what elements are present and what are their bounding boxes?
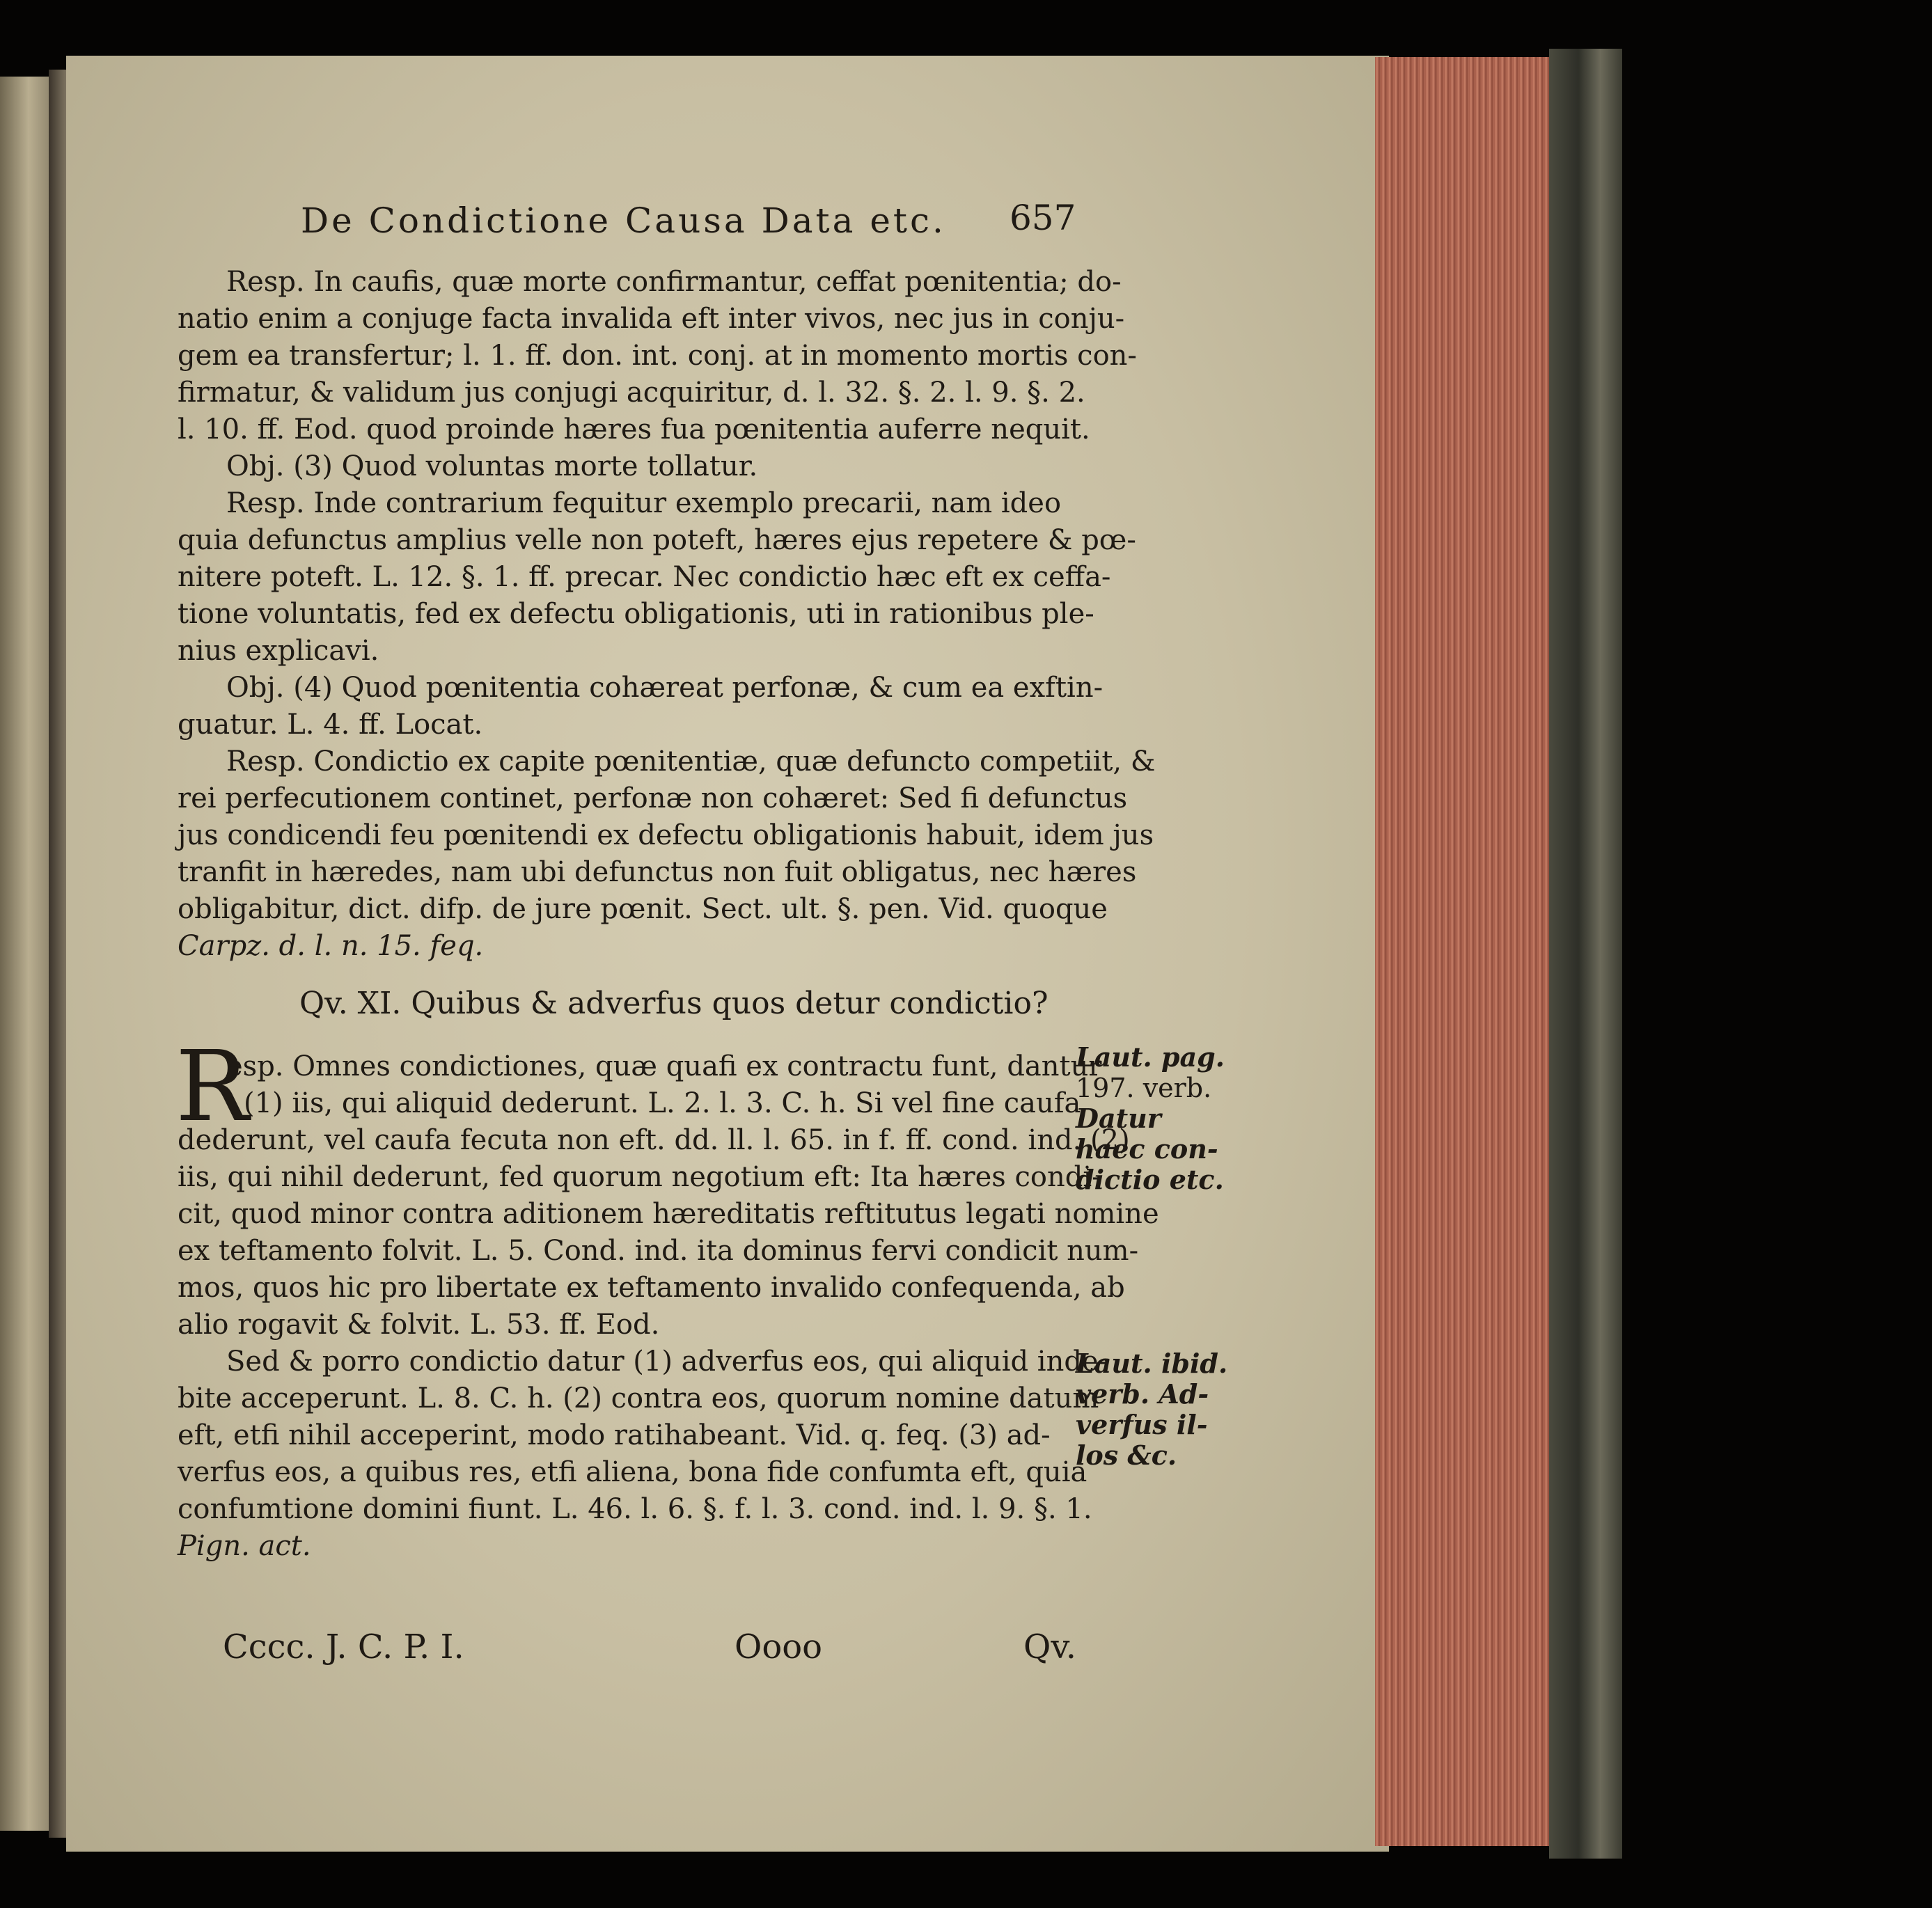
text-line: l. 10. ff. Eod. quod proinde hæres fua pœnitentia auferre nequit. <box>178 413 1090 446</box>
gathering-mark: Oooo <box>735 1627 823 1666</box>
text-line: jus condicendi feu pœnitendi ex defectu obligationis habuit, idem jus <box>178 819 1154 851</box>
running-header: De Condictione Causa Data etc. <box>301 200 946 241</box>
margin-note-line: Datur <box>1076 1103 1161 1134</box>
margin-note-line: haec con- <box>1076 1133 1218 1165</box>
text-line: (1) iis, qui aliquid dederunt. L. 2. l. 3. C. h. Si vel fine caufa <box>244 1087 1081 1119</box>
text-line: natio enim a conjuge facta invalida eft inter vivos, nec jus in conju- <box>178 303 1125 335</box>
margin-note-line: verfus il- <box>1076 1409 1208 1440</box>
text-line: tione voluntatis, fed ex defectu obligationis, uti in rationibus ple- <box>178 598 1094 630</box>
text-line: Pign. act. <box>178 1530 311 1562</box>
text-line: guatur. L. 4. ff. Locat. <box>178 709 483 741</box>
signature-mark: Cccc. J. C. P. I. <box>223 1627 464 1666</box>
drop-cap: R <box>175 1030 249 1144</box>
margin-note-line: dictio etc. <box>1076 1164 1224 1195</box>
text-line: Obj. (4) Quod pœnitentia cohæreat perfonæ, & cum ea exftin- <box>226 672 1104 704</box>
text-line: quia defunctus amplius velle non poteft, hæres ejus repetere & pœ- <box>178 524 1136 556</box>
page-block-edge <box>1375 57 1556 1846</box>
text-line: Carpz. d. l. n. 15. feq. <box>178 930 484 962</box>
book-cover-edge <box>1549 49 1622 1859</box>
text-line: alio rogavit & folvit. L. 53. ff. Eod. <box>178 1309 660 1341</box>
text-line: confumtione domini fiunt. L. 46. l. 6. §. f. l. 3. cond. ind. l. 9. §. 1. <box>178 1493 1092 1525</box>
text-line: firmatur, & validum jus conjugi acquiritur, d. l. 32. §. 2. l. 9. §. 2. <box>178 377 1085 409</box>
text-line: esp. Omnes condictiones, quæ quafi ex contractu funt, dantur <box>226 1050 1102 1082</box>
facing-page-edge <box>0 77 52 1831</box>
text-line: rei perfecutionem continet, perfonæ non cohæret: Sed fi defunctus <box>178 782 1128 814</box>
text-line: nius explicavi. <box>178 635 379 667</box>
text-line: dederunt, vel caufa fecuta non eft. dd. ll. l. 65. in f. ff. cond. ind. (2) <box>178 1124 1130 1156</box>
margin-note-line: Laut. pag. <box>1076 1041 1225 1073</box>
margin-note-line: verb. Ad- <box>1076 1378 1209 1410</box>
text-line: gem ea transfertur; l. 1. ff. don. int. conj. at in momento mortis con- <box>178 340 1137 372</box>
text-line: Resp. Inde contrarium fequitur exemplo precarii, nam ideo <box>226 487 1062 519</box>
text-line: ex teftamento folvit. L. 5. Cond. ind. ita dominus fervi condicit num- <box>178 1235 1139 1267</box>
text-line: verfus eos, a quibus res, etfi aliena, bona fide confumta eft, quia <box>178 1456 1087 1488</box>
text-line: Obj. (3) Quod voluntas morte tollatur. <box>226 450 758 482</box>
text-line: tranfit in hæredes, nam ubi defunctus non fuit obligatus, nec hæres <box>178 856 1137 888</box>
text-line: Resp. Condictio ex capite pœnitentiæ, quæ defuncto competiit, & <box>226 746 1156 778</box>
text-line: obligabitur, dict. difp. de jure pœnit. Sect. ult. §. pen. Vid. quoque <box>178 893 1108 925</box>
text-line: mos, quos hic pro libertate ex teftamento invalido confequenda, ab <box>178 1272 1125 1304</box>
text-line: nitere poteft. L. 12. §. 1. ff. precar. Nec condictio hæc eft ex ceffa- <box>178 561 1111 593</box>
text-line: Resp. In caufis, quæ morte confirmantur, ceffat pœnitentia; do- <box>226 266 1122 298</box>
text-line: iis, qui nihil dederunt, fed quorum negotium eft: Ita hæres condi- <box>178 1161 1101 1193</box>
text-line: cit, quod minor contra aditionem hæreditatis reftitutus legati nomine <box>178 1198 1159 1230</box>
question-heading: Qv. XI. Quibus & adverfus quos detur condictio? <box>299 986 1049 1021</box>
text-line: eft, etfi nihil acceperint, modo ratihabeant. Vid. q. feq. (3) ad- <box>178 1419 1051 1451</box>
page-number: 657 <box>1010 198 1076 238</box>
text-line: bite acceperunt. L. 8. C. h. (2) contra eos, quorum nomine datum <box>178 1382 1099 1414</box>
margin-note-line: los &c. <box>1076 1440 1177 1471</box>
margin-note-line: 197. verb. <box>1076 1073 1212 1103</box>
text-line: Sed & porro condictio datur (1) adverfus eos, qui aliquid inde- <box>226 1346 1108 1378</box>
margin-note-line: Laut. ibid. <box>1076 1348 1228 1379</box>
catchword: Qv. <box>1023 1627 1077 1666</box>
